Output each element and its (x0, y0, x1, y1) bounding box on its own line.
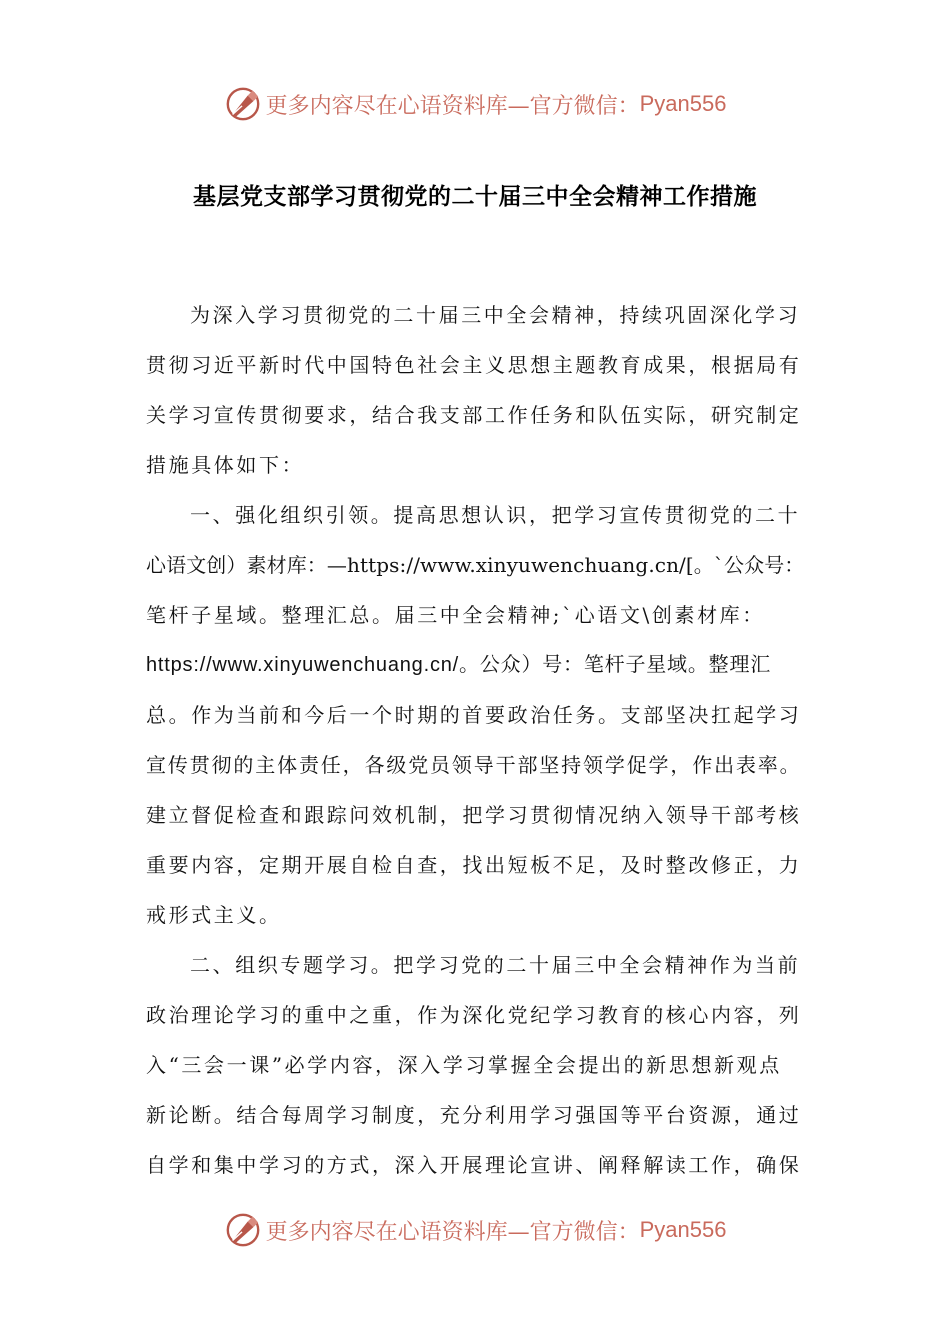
text-line: 总。作为当前和今后一个时期的首要政治任务。支部坚决扛起学习 (146, 703, 802, 727)
header-wechat-id: Pyan556 (639, 91, 727, 116)
text-line: 为深入学习贯彻党的二十届三中全会精神，持续巩固深化学习 (190, 303, 801, 327)
footer-ad-text: 更多内容尽在心语资料库—官方微信： (265, 1219, 640, 1245)
text-line: 一、强化组织引领。提高思想认识，把学习宣传贯彻党的二十 (190, 503, 801, 527)
text-line: 宣传贯彻的主体责任，各级党员领导干部坚持领学促学，作出表率。 (146, 753, 802, 777)
header-ad-text: 更多内容尽在心语资料库—官方微信： (265, 93, 640, 119)
document-title: 基层党支部学习贯彻党的二十届三中全会精神工作措施 (193, 183, 757, 210)
pen-nib-icon (224, 85, 262, 123)
footer-banner (0, 1206, 950, 1254)
text-line: 措施具体如下： (146, 453, 305, 477)
text-line: 自学和集中学习的方式，深入开展理论宣讲、阐释解读工作，确保 (146, 1153, 802, 1177)
text-line: 政治理论学习的重中之重，作为深化党纪学习教育的核心内容，列 (146, 1003, 802, 1027)
text-line: 建立督促检查和跟踪问效机制，把学习贯彻情况纳入领导干部考核 (146, 803, 802, 827)
footer-wechat-id: Pyan556 (639, 1217, 727, 1242)
text-line: 二、组织专题学习。把学习党的二十届三中全会精神作为当前 (190, 953, 801, 977)
text-line: 贯彻习近平新时代中国特色社会主义思想主题教育成果，根据局有 (146, 353, 802, 377)
header-banner (0, 80, 950, 128)
text-line: https://www.xinyuwenchuang.cn/。公众）号：笔杆子星域。整理汇 (146, 654, 772, 676)
text-line: 关学习宣传贯彻要求，结合我支部工作任务和队伍实际，研究制定 (146, 403, 802, 427)
document-body (146, 290, 806, 1190)
text-line: 入“三会一课”必学内容，深入学习掌握全会提出的新思想新观点 (146, 1053, 782, 1077)
text-line: 重要内容，定期开展自检自查，找出短板不足，及时整改修正，力 (146, 853, 802, 877)
text-line: 戒形式主义。 (146, 903, 282, 927)
text-line: 笔杆子星域。整理汇总。届三中全会精神;`心语文\创素材库： (146, 603, 765, 627)
text-line: 心语文创）素材库：—https://www.xinyuwenchuang.cn/[。`公众号： (146, 553, 805, 577)
text-line: 新论断。结合每周学习制度，充分利用学习强国等平台资源，通过 (146, 1103, 802, 1127)
pen-nib-icon (224, 1211, 262, 1249)
